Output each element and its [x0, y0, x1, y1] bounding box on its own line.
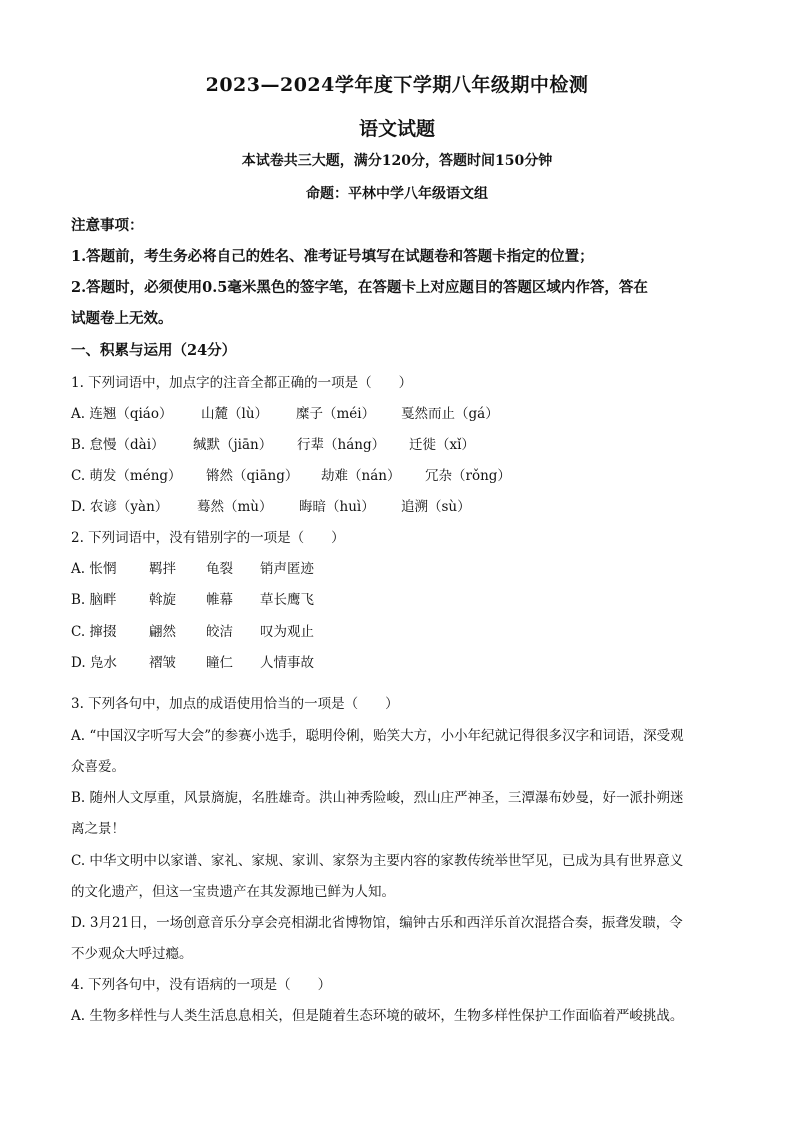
option-term: 糜子（méi） — [296, 406, 376, 422]
question-4-option-a-line1: A. 生物多样性与人类生活息息相关，但是随着生态环境的破坏，生物多样性保护工作面临着严峻挑战。 — [71, 1008, 684, 1024]
exam-info: 本试卷共三大题，满分120分，答题时间150分钟 — [241, 153, 553, 169]
option-term: D. 凫水 — [71, 655, 117, 671]
option-term: 褶皱 — [149, 655, 176, 671]
question-2-stem: 2. 下列词语中，没有错别字的一项是（ ） — [71, 530, 345, 546]
option-term: A. 怅惘 — [71, 561, 117, 577]
question-3-stem: 3. 下列各句中，加点的成语使用恰当的一项是（ ） — [71, 696, 399, 712]
notes-item-2-line2: 试题卷上无效。 — [71, 310, 173, 327]
option-term: 迁徙（xǐ） — [409, 437, 475, 453]
option-term: D. 农谚（yàn） — [71, 499, 169, 515]
question-4-stem: 4. 下列各句中，没有语病的一项是（ ） — [71, 977, 332, 993]
question-3-option-c-line1: C. 中华文明中以家谱、家礼、家规、家训、家祭为主要内容的家教传统举世罕见，已成为具有世界意义 — [71, 853, 684, 869]
option-term: 人情事故 — [260, 655, 314, 671]
option-term: 翩然 — [149, 624, 176, 640]
option-term: 晦暗（huì） — [299, 499, 375, 515]
option-term: 皎洁 — [206, 624, 233, 640]
option-term: 销声匿迹 — [260, 561, 314, 577]
question-3-option-a-line2: 众喜爱。 — [71, 759, 125, 775]
subject-title: 语文试题 — [358, 118, 435, 140]
question-1-stem: 1. 下列词语中，加点字的注音全都正确的一项是（ ） — [71, 375, 413, 391]
exam-title: 2023—2024学年度下学期八年级期中检测 — [205, 74, 589, 96]
option-term: A. 连翘（qiáo） — [71, 406, 173, 422]
option-term: B. 脑畔 — [71, 592, 117, 608]
option-term: 冗杂（rǒng） — [425, 468, 511, 484]
option-term: 山麓（lù） — [201, 406, 269, 422]
question-3-option-d-line1: D. 3月21日，一场创意音乐分享会亮相湖北省博物馆，编钟古乐和西洋乐首次混搭合奏，振聋发聩，令 — [71, 915, 683, 931]
notes-heading: 注意事项： — [71, 217, 144, 234]
option-term: 行辈（háng） — [297, 437, 386, 453]
option-term: 缄默（jiān） — [193, 437, 273, 453]
question-3-option-b-line2: 离之景！ — [71, 821, 125, 837]
question-3-option-d-line2: 不少观众大呼过瘾。 — [71, 946, 193, 962]
question-3-option-a-line1: A. “中国汉字听写大会”的参赛小选手，聪明伶俐，贻笑大方，小小年纪就记得很多汉字和词语，深受观 — [71, 728, 684, 744]
option-term: 羁拌 — [149, 561, 176, 577]
option-term: 瞳仁 — [206, 655, 233, 671]
question-3-option-c-line2: 的文化遗产，但这一宝贵遗产在其发源地已鲜为人知。 — [71, 884, 395, 900]
option-term: 草长鹰飞 — [260, 592, 314, 608]
notes-item-2-line1: 2.答题时，必须使用0.5毫米黑色的签字笔，在答题卡上对应题目的答题区域内作答，答在 — [71, 279, 648, 296]
option-term: 蓦然（mù） — [197, 499, 273, 515]
option-term: 帷幕 — [206, 592, 233, 608]
option-term: B. 怠慢（dài） — [71, 437, 165, 453]
notes-item-1: 1.答题前，考生务必将自己的姓名、准考证号填写在试题卷和答题卡指定的位置； — [71, 248, 594, 265]
section-1-heading: 一、积累与运用（24分） — [71, 342, 237, 359]
option-term: C. 萌发（méng） — [71, 468, 182, 484]
question-3-option-b-line1: B. 随州人文厚重，风景旖旎，名胜雄奇。洪山神秀险峻，烈山庄严神圣，三潭瀑布妙曼，好一派扑朔迷 — [71, 790, 684, 806]
option-term: 锵然（qiāng） — [206, 468, 299, 484]
exam-author: 命题：平林中学八年级语文组 — [306, 186, 488, 202]
option-term: 劫难（nán） — [321, 468, 401, 484]
option-term: C. 撺掇 — [71, 624, 117, 640]
option-term: 戛然而止（gá） — [401, 406, 499, 422]
option-term: 龟裂 — [206, 561, 233, 577]
option-term: 叹为观止 — [260, 624, 314, 640]
option-term: 斡旋 — [149, 592, 176, 608]
option-term: 追溯（sù） — [401, 499, 471, 515]
